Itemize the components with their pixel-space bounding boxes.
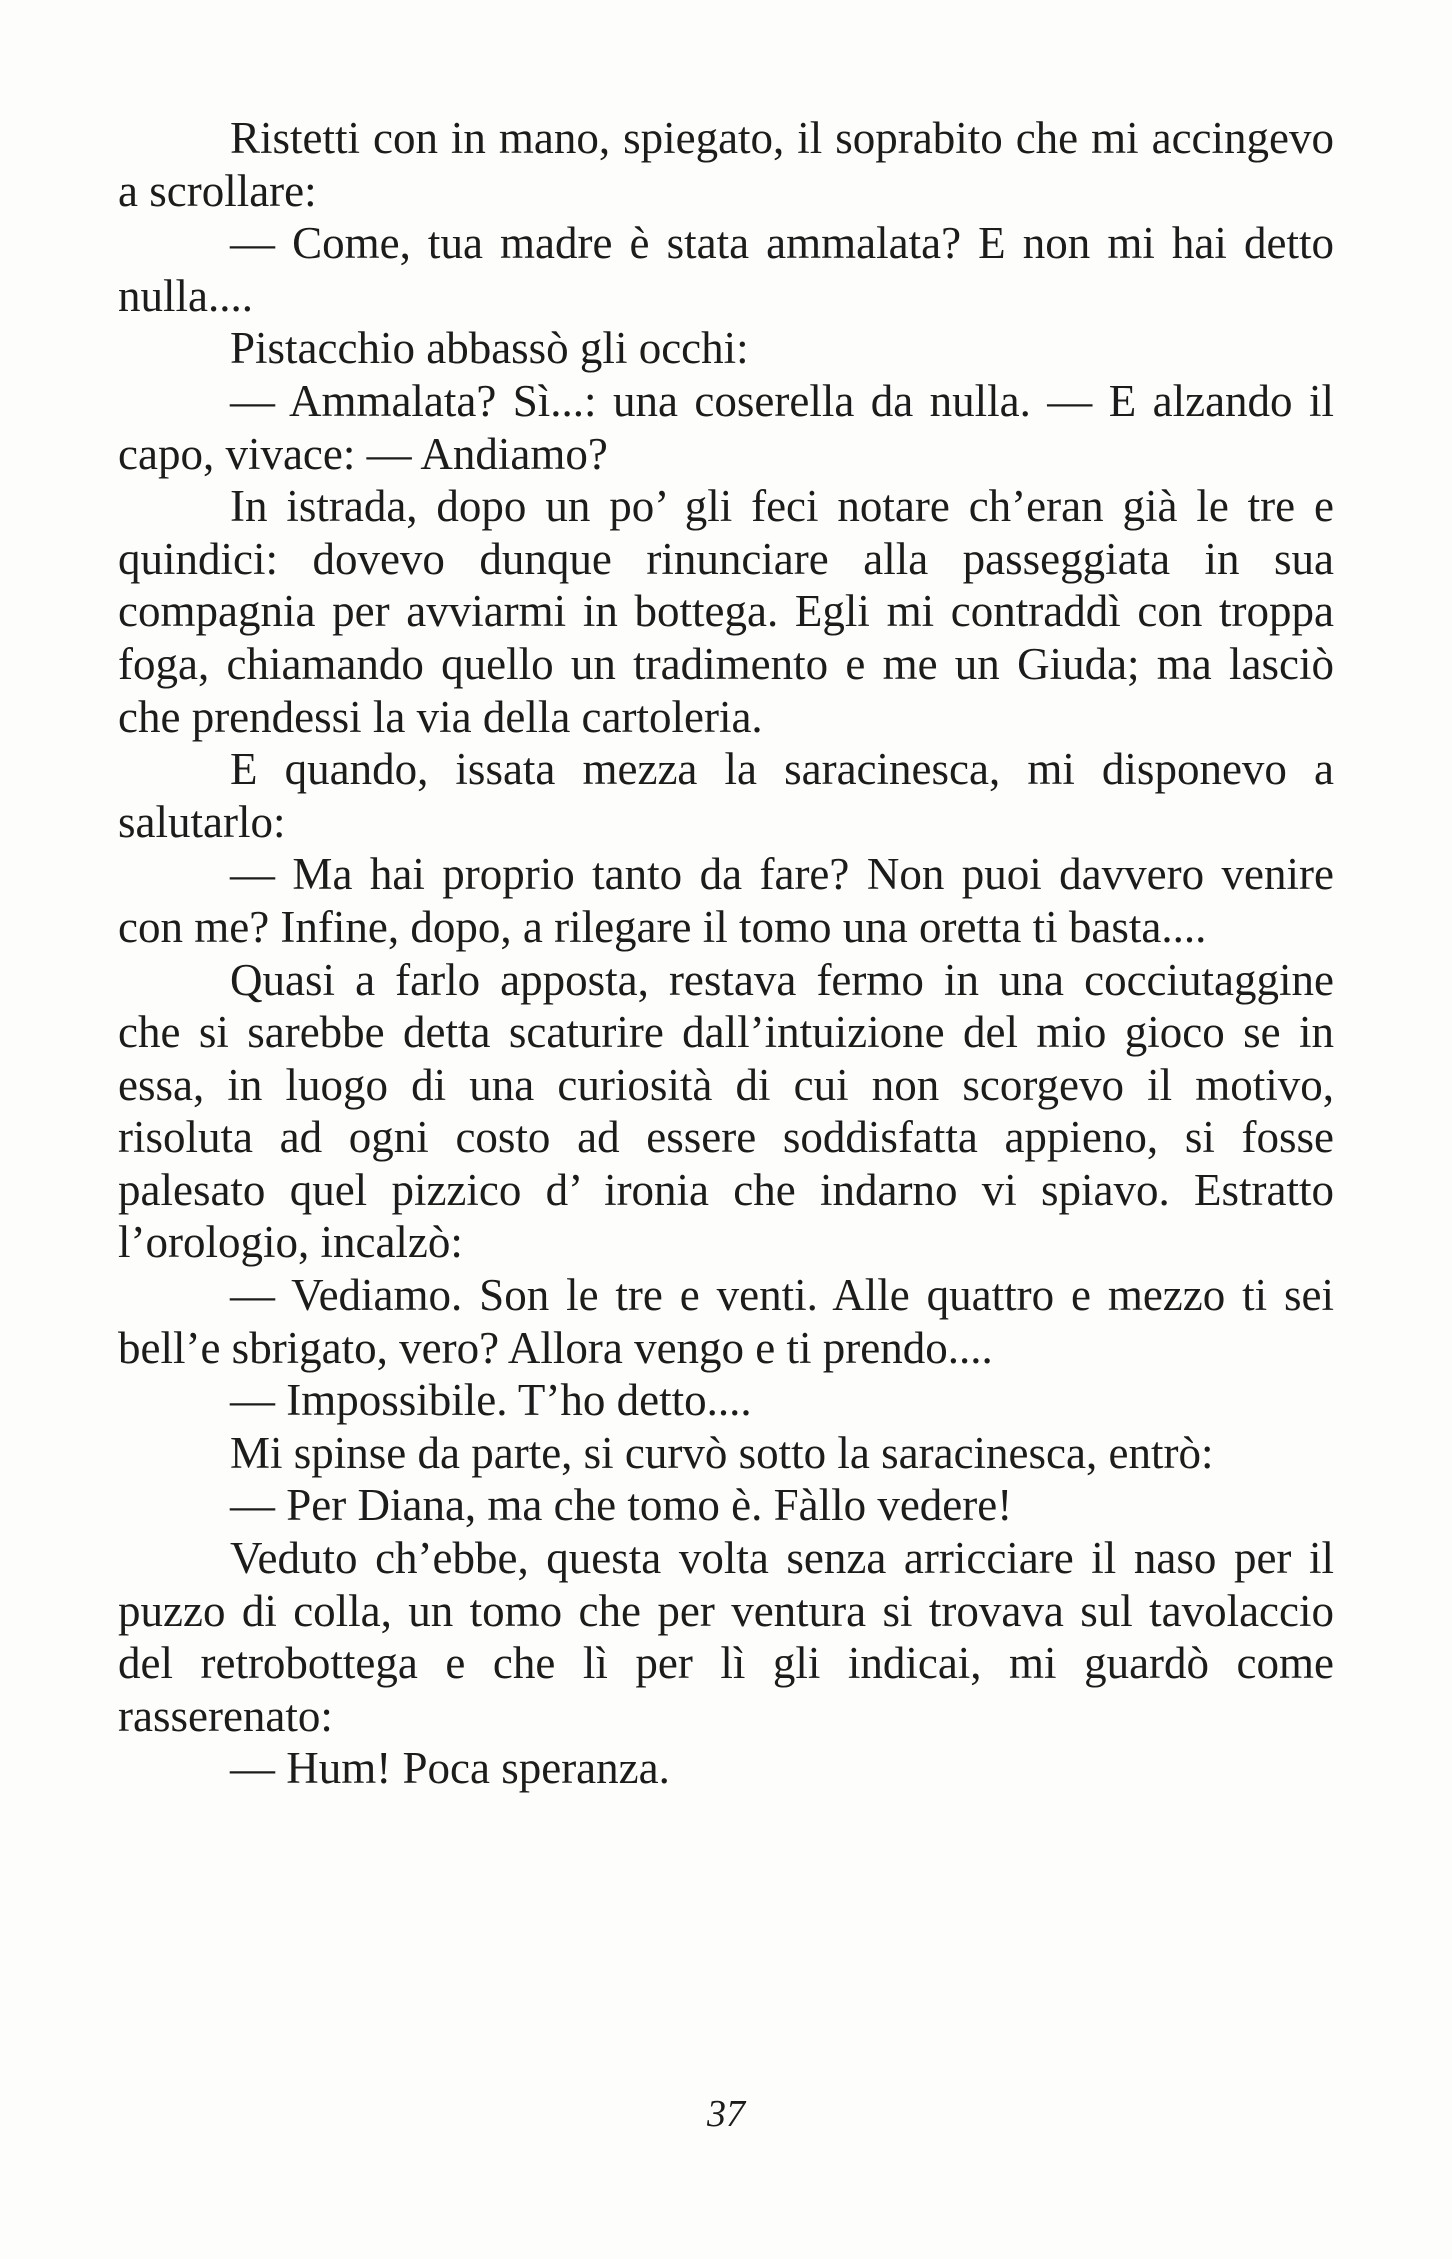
paragraph: E quando, issata mezza la saracinesca, mi disponevo a salutarlo: (118, 744, 1334, 847)
paragraph: — Ma hai proprio tanto da fare? Non puoi davvero venire con me? Infine, dopo, a rilegare il tomo una oretta ti basta.... (118, 849, 1334, 952)
body-text (118, 112, 1334, 1795)
paragraph: — Impossibile. T’ho detto.... (230, 1375, 752, 1426)
paragraph: Pistacchio abbassò gli occhi: (230, 323, 749, 374)
paragraph: Veduto ch’ebbe, questa volta senza arricciare il naso per il puzzo di colla, un tomo che per ventura si trovava sul tavolaccio del retrobottega e che lì per lì gli indicai, mi guardò come rasserenato: (118, 1533, 1334, 1741)
paragraph: — Per Diana, ma che tomo è. Fàllo vedere! (230, 1480, 1013, 1531)
paragraph: — Hum! Poca speranza. (230, 1743, 670, 1794)
paragraph: — Ammalata? Sì...: una coserella da nulla. — E alzando il capo, vivace: — Andiamo? (118, 375, 1334, 479)
paragraph: Ristetti con in mano, spiegato, il soprabito che mi accingevo a scrollare: (118, 113, 1334, 216)
paragraph: Mi spinse da parte, si curvò sotto la saracinesca, entrò: (230, 1427, 1214, 1478)
page-number: 37 (707, 2093, 745, 2135)
paragraph: — Vediamo. Son le tre e venti. Alle quattro e mezzo ti sei bell’e sbrigato, vero? Allora vengo e ti prendo.... (118, 1270, 1334, 1373)
paragraph: Quasi a farlo apposta, restava fermo in una cocciutaggine che si sarebbe detta scaturire dall’intuizione del mio gioco se in essa, in luogo di una curiosità di cui non scorgevo il motivo, risoluta ad ogni costo ad essere soddisfatta appieno, si fosse palesato quel pizzico d’ ironia che indarno vi spiavo. Estratto l’orologio, incalzò: (118, 954, 1334, 1268)
paragraph: — Come, tua madre è stata ammalata? E non mi hai detto nulla.... (118, 218, 1334, 321)
paragraph: In istrada, dopo un po’ gli feci notare ch’eran già le tre e quindici: dovevo dunque rinunciare alla passeggiata in sua compagnia per avviarmi in bottega. Egli mi contraddì con troppa foga, chiamando quello un tradimento e me un Giuda; ma lasciò che prendessi la via della cartoleria. (118, 481, 1334, 742)
